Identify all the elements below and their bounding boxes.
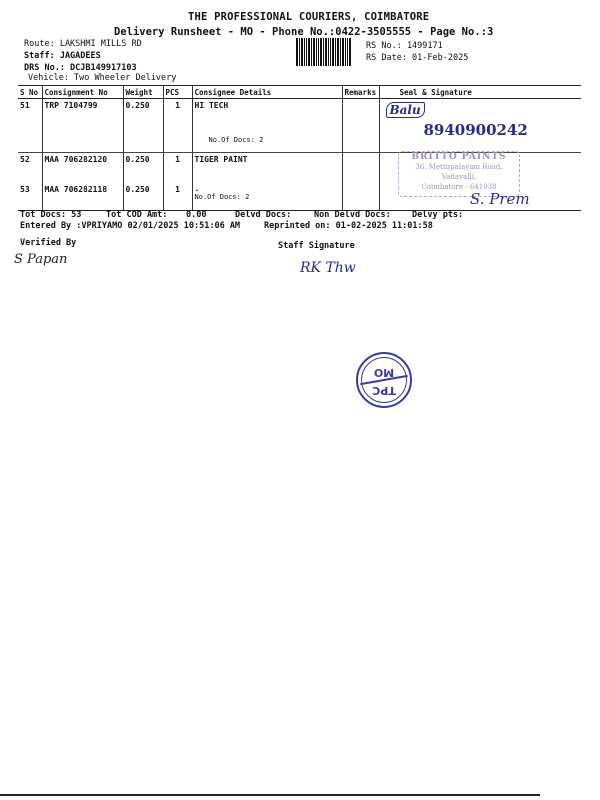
cell-weight: 0.250 xyxy=(123,99,163,153)
stamp-line-1: BRITTO PAINTS xyxy=(411,152,507,162)
col-remarks: Remarks xyxy=(342,86,379,99)
reprinted-on: Reprinted on: 01-02-2025 11:01:58 xyxy=(264,221,433,231)
delvy-pts: Delvy pts: xyxy=(412,210,464,220)
cell-consignee: TIGER PAINT xyxy=(192,153,342,183)
cell-pcs: 1 xyxy=(163,183,192,211)
cell-sno: 52 xyxy=(20,155,30,164)
table-row xyxy=(18,99,581,153)
table-header-row xyxy=(18,86,581,99)
cell-consignment: TRP 7104799 xyxy=(42,99,123,153)
route-label: Route: LAKSHMI MILLS RD xyxy=(24,39,142,49)
verified-signature: S Papan xyxy=(14,252,68,267)
cell-remarks xyxy=(342,183,379,211)
tpc-mo-stamp xyxy=(356,352,412,408)
runsheet-subtitle: Delivery Runsheet - MO - Phone No.:0422-3505555 - Page No.:3 xyxy=(114,26,494,38)
col-weight: Weight xyxy=(123,86,163,99)
mo-stamp-text: MO xyxy=(373,366,395,379)
col-pcs: PCS xyxy=(163,86,192,99)
page-edge-line xyxy=(0,794,540,796)
consignee-name: . xyxy=(194,183,200,193)
rs-number: RS No.: 1499171 xyxy=(366,41,443,51)
company-title: THE PROFESSIONAL COURIERS, COIMBATORE xyxy=(188,11,430,23)
col-consignee: Consignee Details xyxy=(192,86,342,99)
cell-remarks xyxy=(342,153,379,183)
tot-docs: Tot Docs: 53 xyxy=(20,210,82,220)
consignee-name: HI TECH xyxy=(194,101,229,110)
cell-weight: 0.250 xyxy=(123,183,163,211)
cell-signature xyxy=(379,99,581,153)
vehicle-label: Vehicle: Two Wheeler Delivery xyxy=(28,73,177,83)
verified-by-label: Verified By xyxy=(20,238,77,248)
staff-label: Staff: JAGADEES xyxy=(24,51,101,61)
tpc-stamp-text: TPC xyxy=(372,384,396,397)
stamp-line-4: Coimbatore - 641038 xyxy=(421,183,497,191)
col-sno: S No xyxy=(18,86,42,99)
cell-consignee xyxy=(192,183,342,211)
tot-cod-label: Tot COD Amt: xyxy=(106,210,168,220)
cell-remarks xyxy=(342,99,379,153)
receiver-signature: Balu xyxy=(386,102,425,118)
docs-count: No.Of Docs: 2 xyxy=(194,192,250,201)
cell-consignment: MAA 706282120 xyxy=(42,153,123,183)
col-consignment: Consignment No xyxy=(42,86,123,99)
cell-sno: 53 xyxy=(18,183,42,211)
docs-count: No.Of Docs: 2 xyxy=(208,136,264,144)
drs-label: DRS No.: DCJB149917103 xyxy=(24,63,137,73)
cell-pcs: 1 xyxy=(163,153,192,183)
cell-consignee xyxy=(192,99,342,153)
rs-date: RS Date: 01-Feb-2025 xyxy=(366,53,469,63)
staff-signature-label: Staff Signature xyxy=(278,241,355,251)
cell-weight: 0.250 xyxy=(123,153,163,183)
col-seal-signature: Seal & Signature xyxy=(379,86,581,99)
stamp-line-3: Vadavalli, xyxy=(441,173,477,181)
stamp-signature: S. Prem xyxy=(470,190,530,208)
staff-signature: RK Thw xyxy=(300,260,356,276)
cell-pcs: 1 xyxy=(163,99,192,153)
stamp-line-2: 36, Mettupalayam Road, xyxy=(415,163,503,171)
cell-consignment: MAA 706282118 xyxy=(42,183,123,211)
delvd-docs: Delvd Docs: xyxy=(235,210,292,220)
cell-sno: 51 xyxy=(18,99,42,153)
receiver-phone: 8940900242 xyxy=(423,121,528,139)
non-delvd-docs: Non Delvd Docs: xyxy=(314,210,391,220)
tot-cod-value: 0.00 xyxy=(186,210,207,220)
barcode xyxy=(296,38,352,66)
entered-by: Entered By :VPRIYAMO 02/01/2025 10:51:06 AM xyxy=(20,221,241,231)
